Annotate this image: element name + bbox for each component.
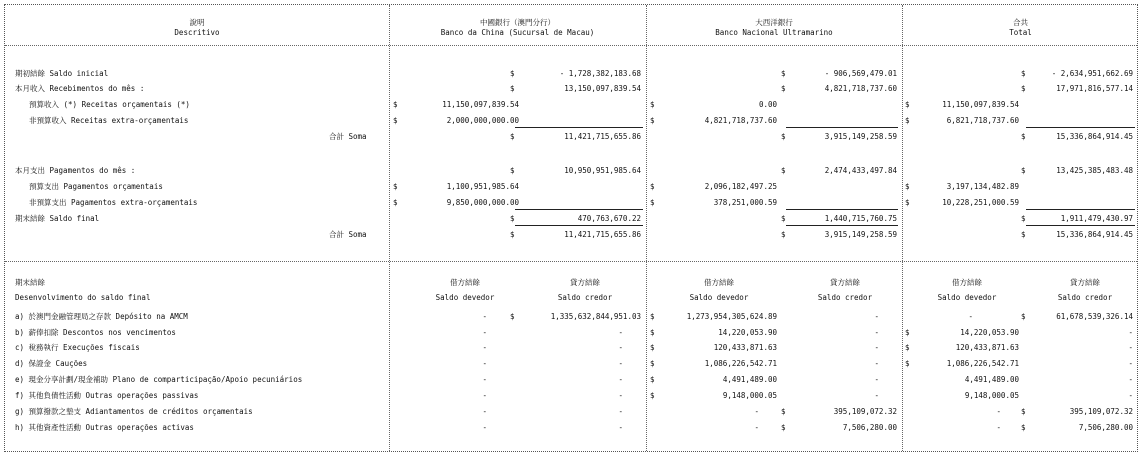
boc-credor-value: 1,335,632,844,951.03 (550, 312, 641, 321)
bnu-saldo-final: 1,440,715,760.75 (824, 214, 897, 223)
currency-sign: $ (650, 359, 655, 368)
currency-sign: $ (905, 343, 910, 352)
total-credor-value: - (1128, 359, 1133, 368)
sum-underline (1026, 225, 1135, 226)
total-credor-zh: 貸方結餘 (1070, 278, 1100, 287)
total-saldo-inicial: - 2,634,951,662.69 (1051, 69, 1133, 78)
dev-item-label: a) 於澳門金融管理局之存款 Depósito na AMCM (15, 312, 188, 321)
header-divider (5, 45, 1137, 46)
currency-sign: $ (650, 116, 655, 125)
total-devedor-value: - (996, 407, 1001, 416)
header-bnu (646, 18, 902, 38)
currency-sign: $ (650, 182, 655, 191)
section-divider (5, 261, 1137, 262)
total-soma: 15,336,864,914.45 (1056, 132, 1133, 141)
dev-title-zh: 期末結餘 (15, 278, 45, 287)
row-label-receitas-extra: 非預算收入 Receitas extra-orçamentais (29, 116, 189, 125)
bnu-credor-value: - (874, 359, 879, 368)
currency-sign: $ (650, 100, 655, 109)
row-label-saldo-inicial: 期初結餘 Saldo inicial (15, 69, 109, 78)
currency-sign: $ (781, 132, 786, 141)
dev-item-label: e) 現金分享計劃/現金補助 Plano de comparticipação/Apoio pecuniários (15, 375, 303, 384)
currency-sign: $ (510, 166, 515, 175)
currency-sign: $ (905, 198, 910, 207)
currency-sign: $ (510, 132, 515, 141)
dev-item-label: d) 保證金 Cauções (15, 359, 88, 368)
bnu-credor-value: 395,109,072.32 (833, 407, 897, 416)
total-credor-value: - (1128, 343, 1133, 352)
currency-sign: $ (1021, 407, 1026, 416)
column-divider (646, 5, 647, 451)
currency-sign: $ (650, 198, 655, 207)
bnu-receitas-extra: 4,821,718,737.60 (704, 116, 777, 125)
total-credor-value: - (1128, 391, 1133, 400)
dev-item-label: h) 其他資產性活動 Outras operações activas (15, 423, 194, 432)
bnu-devedor-value: 120,433,871.63 (713, 343, 777, 352)
boc-pagamentos-extra: 9,850,000,000.00 (446, 198, 519, 207)
header-bnu-pt: Banco Nacional Ultramarino (715, 28, 833, 37)
bnu-credor-zh: 貸方結餘 (830, 278, 860, 287)
boc-receitas-orcamentais: 11,150,097,839.54 (442, 100, 519, 109)
bnu-devedor-value: 14,220,053.90 (718, 328, 777, 337)
header-descritivo (5, 18, 389, 38)
total-pagamentos: 13,425,385,483.48 (1056, 166, 1133, 175)
boc-credor-value: - (618, 328, 623, 337)
sum-underline (786, 127, 898, 128)
boc-devedor-value: - (482, 343, 487, 352)
currency-sign: $ (1021, 312, 1026, 321)
boc-receitas-extra: 2,000,000,000.00 (446, 116, 519, 125)
column-divider (389, 5, 390, 451)
currency-sign: $ (393, 100, 398, 109)
bnu-recebimentos: 4,821,718,737.60 (824, 84, 897, 93)
bnu-devedor-value: 1,086,226,542.71 (704, 359, 777, 368)
total-credor-pt: Saldo credor (1057, 293, 1113, 302)
header-descritivo-pt: Descritivo (174, 28, 220, 37)
total-devedor-pt: Saldo devedor (937, 293, 997, 302)
dev-item-label: g) 預算撥款之墊支 Adiantamentos de créditos orçamentais (15, 407, 253, 416)
bnu-pagamentos: 2,474,433,497.84 (824, 166, 897, 175)
boc-devedor-zh: 借方結餘 (450, 278, 480, 287)
bnu-soma: 3,915,149,258.59 (824, 132, 897, 141)
bnu-devedor-pt: Saldo devedor (689, 293, 749, 302)
dev-title-pt: Desenvolvimento do saldo final (15, 293, 151, 302)
total-credor-value: - (1128, 375, 1133, 384)
total-pagamentos-extra: 10,228,251,000.59 (942, 198, 1019, 207)
currency-sign: $ (1021, 423, 1026, 432)
currency-sign: $ (1021, 230, 1026, 239)
row-label-pagamentos-orcamentais: 預算支出 Pagamentos orçamentais (29, 182, 163, 191)
currency-sign: $ (781, 214, 786, 223)
boc-credor-value: - (618, 391, 623, 400)
boc-pagamentos: 10,950,951,985.64 (564, 166, 641, 175)
boc-devedor-value: - (482, 328, 487, 337)
total-devedor-value: 9,148,000.05 (964, 391, 1019, 400)
total-credor-value: 7,506,280.00 (1078, 423, 1133, 432)
total-devedor-value: 1,086,226,542.71 (946, 359, 1019, 368)
boc-devedor-value: - (482, 423, 487, 432)
row-label-saldo-final: 期末結餘 Saldo final (15, 214, 100, 223)
currency-sign: $ (650, 328, 655, 337)
row-label-pagamentos: 本月支出 Pagamentos do mês : (15, 166, 136, 175)
header-boc-zh: 中國銀行（澳門分行） (480, 18, 555, 27)
currency-sign: $ (905, 359, 910, 368)
boc-soma: 11,421,715,655.86 (564, 230, 641, 239)
bnu-saldo-inicial: - 906,569,479.01 (824, 69, 897, 78)
total-pagamentos-orcamentais: 3,197,134,482.89 (946, 182, 1019, 191)
currency-sign: $ (781, 230, 786, 239)
boc-credor-value: - (618, 359, 623, 368)
boc-devedor-value: - (482, 359, 487, 368)
row-label-soma: 合計 Soma (329, 132, 367, 141)
boc-credor-value: - (618, 375, 623, 384)
dev-item-label: b) 薪俸扣除 Descontos nos vencimentos (15, 328, 176, 337)
currency-sign: $ (393, 198, 398, 207)
bnu-credor-value: - (874, 391, 879, 400)
currency-sign: $ (650, 312, 655, 321)
total-devedor-value: - (968, 312, 973, 321)
boc-credor-value: - (618, 407, 623, 416)
total-soma: 15,336,864,914.45 (1056, 230, 1133, 239)
total-devedor-zh: 借方結餘 (952, 278, 982, 287)
bnu-credor-pt: Saldo credor (817, 293, 873, 302)
dev-item-label: f) 其他負債性活動 Outras operações passivas (15, 391, 199, 400)
sum-underline (1026, 209, 1135, 210)
header-boc (389, 18, 646, 38)
currency-sign: $ (393, 182, 398, 191)
total-receitas-orcamentais: 11,150,097,839.54 (942, 100, 1019, 109)
total-recebimentos: 17,971,816,577.14 (1056, 84, 1133, 93)
total-credor-value: - (1128, 328, 1133, 337)
bnu-devedor-value: - (754, 407, 759, 416)
currency-sign: $ (510, 69, 515, 78)
statement-table (4, 4, 1138, 452)
currency-sign: $ (393, 116, 398, 125)
currency-sign: $ (1021, 214, 1026, 223)
boc-devedor-value: - (482, 391, 487, 400)
boc-credor-value: - (618, 423, 623, 432)
total-credor-value: 61,678,539,326.14 (1056, 312, 1133, 321)
currency-sign: $ (781, 407, 786, 416)
currency-sign: $ (905, 328, 910, 337)
currency-sign: $ (781, 423, 786, 432)
sum-underline (515, 209, 643, 210)
dev-item-label: c) 稅務執行 Execuções fiscais (15, 343, 140, 352)
boc-devedor-value: - (482, 407, 487, 416)
bnu-pagamentos-orcamentais: 2,096,182,497.25 (704, 182, 777, 191)
bnu-credor-value: - (874, 328, 879, 337)
currency-sign: $ (510, 312, 515, 321)
header-total-zh: 合共 (1013, 18, 1028, 27)
boc-devedor-value: - (482, 312, 487, 321)
bnu-credor-value: - (874, 343, 879, 352)
bnu-soma: 3,915,149,258.59 (824, 230, 897, 239)
sum-underline (786, 225, 898, 226)
sum-underline (515, 225, 643, 226)
bnu-receitas-orcamentais: 0.00 (758, 100, 777, 109)
currency-sign: $ (1021, 132, 1026, 141)
bnu-devedor-value: 4,491,489.00 (722, 375, 777, 384)
total-devedor-value: 4,491,489.00 (964, 375, 1019, 384)
boc-saldo-final: 470,763,670.22 (577, 214, 641, 223)
currency-sign: $ (781, 69, 786, 78)
bnu-credor-value: 7,506,280.00 (842, 423, 897, 432)
currency-sign: $ (781, 84, 786, 93)
boc-recebimentos: 13,150,097,839.54 (564, 84, 641, 93)
boc-credor-zh: 貸方結餘 (570, 278, 600, 287)
bnu-pagamentos-extra: 378,251,000.59 (713, 198, 777, 207)
sum-underline (515, 127, 643, 128)
total-saldo-final: 1,911,479,430.97 (1060, 214, 1133, 223)
currency-sign: $ (905, 100, 910, 109)
header-total-pt: Total (1009, 28, 1032, 37)
sum-underline (1026, 127, 1135, 128)
total-credor-value: 395,109,072.32 (1069, 407, 1133, 416)
row-label-pagamentos-extra: 非預算支出 Pagamentos extra-orçamentais (29, 198, 198, 207)
boc-credor-pt: Saldo credor (557, 293, 613, 302)
bnu-devedor-value: 1,273,954,305,624.89 (686, 312, 777, 321)
currency-sign: $ (510, 214, 515, 223)
bnu-devedor-zh: 借方結餘 (704, 278, 734, 287)
total-devedor-value: - (996, 423, 1001, 432)
boc-soma: 11,421,715,655.86 (564, 132, 641, 141)
currency-sign: $ (1021, 166, 1026, 175)
sum-underline (786, 209, 898, 210)
currency-sign: $ (905, 116, 910, 125)
bnu-credor-value: - (874, 375, 879, 384)
total-devedor-value: 14,220,053.90 (960, 328, 1019, 337)
row-label-recebimentos: 本月收入 Recebimentos do mês : (15, 84, 145, 93)
currency-sign: $ (650, 343, 655, 352)
header-boc-pt: Banco da China (Sucursal de Macau) (440, 28, 595, 37)
header-bnu-zh: 大西洋銀行 (755, 18, 793, 27)
bnu-devedor-value: 9,148,000.05 (722, 391, 777, 400)
currency-sign: $ (510, 230, 515, 239)
bnu-credor-value: - (874, 312, 879, 321)
currency-sign: $ (1021, 69, 1026, 78)
total-devedor-value: 120,433,871.63 (955, 343, 1019, 352)
bnu-devedor-value: - (754, 423, 759, 432)
currency-sign: $ (781, 166, 786, 175)
currency-sign: $ (1021, 84, 1026, 93)
boc-devedor-pt: Saldo devedor (435, 293, 495, 302)
boc-devedor-value: - (482, 375, 487, 384)
currency-sign: $ (650, 375, 655, 384)
currency-sign: $ (905, 182, 910, 191)
header-descritivo-zh: 說明 (189, 18, 205, 27)
row-label-receitas-orcamentais: 預算收入 (*) Receitas orçamentais (*) (29, 100, 190, 109)
row-label-soma: 合計 Soma (329, 230, 367, 239)
boc-saldo-inicial: - 1,728,382,183.68 (559, 69, 641, 78)
total-receitas-extra: 6,821,718,737.60 (946, 116, 1019, 125)
currency-sign: $ (650, 391, 655, 400)
boc-pagamentos-orcamentais: 1,100,951,985.64 (446, 182, 519, 191)
boc-credor-value: - (618, 343, 623, 352)
currency-sign: $ (510, 84, 515, 93)
header-total (902, 18, 1139, 38)
column-divider (902, 5, 903, 451)
